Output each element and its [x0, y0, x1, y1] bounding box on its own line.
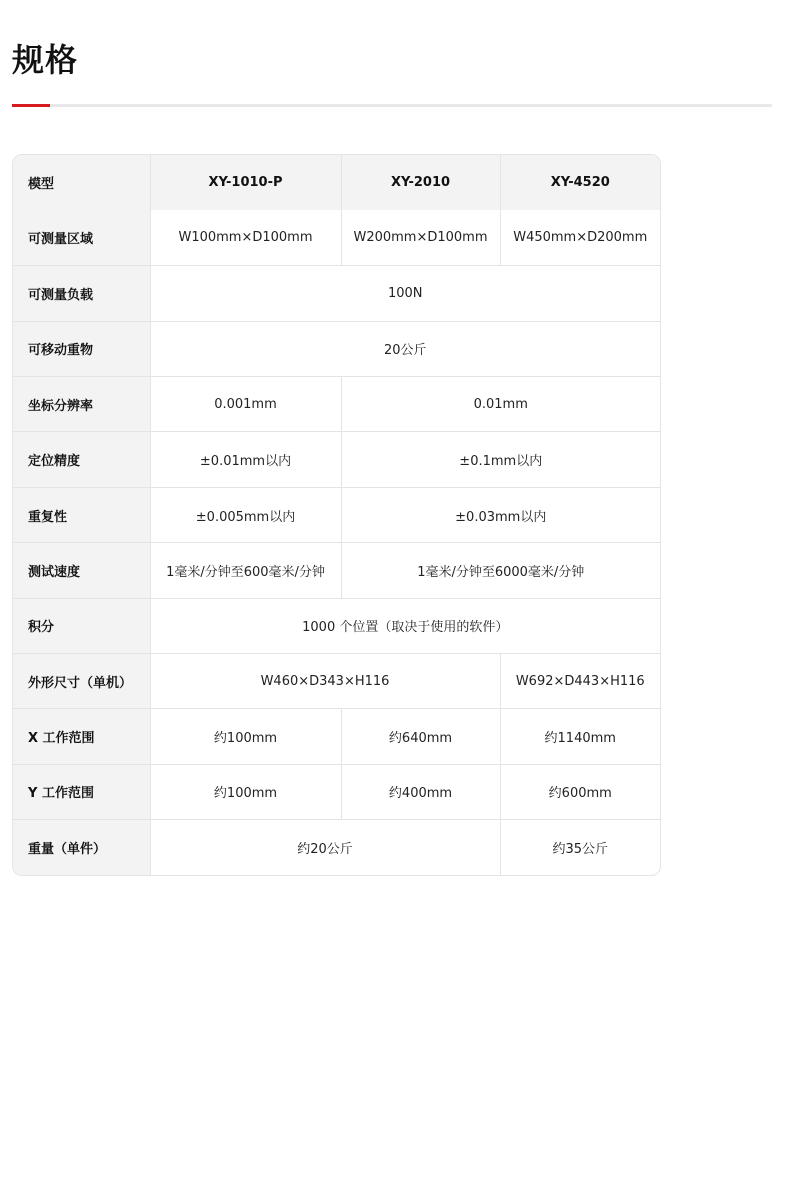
row-label: 可移动重物: [13, 321, 150, 376]
row-label: 可测量区域: [13, 210, 150, 265]
table-row-y-range: [13, 764, 660, 819]
title-divider: [12, 104, 772, 107]
table-row-weight: [13, 820, 660, 875]
row-label: 坐标分辨率: [13, 377, 150, 432]
spec-table: [13, 155, 660, 875]
row-label: X 工作范围: [13, 709, 150, 764]
row-label: 积分: [13, 598, 150, 653]
spec-value: ±0.03mm以内: [341, 487, 660, 542]
table-row-measurable-area: [13, 210, 660, 265]
spec-value: 20公斤: [150, 321, 660, 376]
table-row-measurable-load: [13, 266, 660, 321]
spec-value: 0.01mm: [341, 377, 660, 432]
spec-table-container: [12, 154, 661, 876]
spec-value: 约100mm: [150, 764, 341, 819]
spec-value: 1毫米/分钟至6000毫米/分钟: [341, 543, 660, 598]
model-header-xy-1010-p: XY-1010-P: [150, 155, 341, 210]
spec-value: 约400mm: [341, 764, 500, 819]
model-header-xy-4520: XY-4520: [500, 155, 660, 210]
header-label-model: 模型: [13, 155, 150, 210]
spec-value: 1毫米/分钟至600毫米/分钟: [150, 543, 341, 598]
row-label: Y 工作范围: [13, 764, 150, 819]
row-label: 测试速度: [13, 543, 150, 598]
title-divider-accent: [12, 104, 50, 107]
spec-value: 1000 个位置（取决于使用的软件）: [150, 598, 660, 653]
table-row-coordinate-resolution: [13, 377, 660, 432]
table-row-points: [13, 598, 660, 653]
spec-value: ±0.1mm以内: [341, 432, 660, 487]
spec-value: 约1140mm: [500, 709, 660, 764]
spec-value: ±0.01mm以内: [150, 432, 341, 487]
spec-value: 约35公斤: [552, 842, 609, 858]
spec-value: W200mm×D100mm: [341, 210, 500, 265]
table-row-dimensions: [13, 654, 660, 709]
model-header-xy-2010: XY-2010: [341, 155, 500, 210]
spec-value: 约640mm: [341, 709, 500, 764]
spec-value: 约20公斤: [150, 820, 500, 875]
spec-value: 约100mm: [150, 709, 341, 764]
row-label: 重量（单件）: [13, 820, 150, 875]
spec-value: W100mm×D100mm: [150, 210, 341, 265]
table-row-positioning-accuracy: [13, 432, 660, 487]
spec-value: W692×D443×H116: [500, 654, 660, 709]
table-header-row: [13, 155, 660, 210]
spec-value: W460×D343×H116: [150, 654, 500, 709]
table-row-repeatability: [13, 487, 660, 542]
spec-value: ±0.005mm以内: [150, 487, 341, 542]
page-title: 规格: [12, 41, 79, 79]
row-label: 可测量负载: [13, 266, 150, 321]
table-row-movable-weight: [13, 321, 660, 376]
spec-value: 0.001mm: [150, 377, 341, 432]
row-label: 重复性: [13, 487, 150, 542]
row-label: 外形尺寸（单机）: [13, 654, 150, 709]
table-row-x-range: [13, 709, 660, 764]
row-label: 定位精度: [13, 432, 150, 487]
spec-value: W450mm×D200mm: [500, 210, 660, 265]
table-row-test-speed: [13, 543, 660, 598]
spec-value: 100N: [150, 266, 660, 321]
spec-value: 约600mm: [500, 764, 660, 819]
